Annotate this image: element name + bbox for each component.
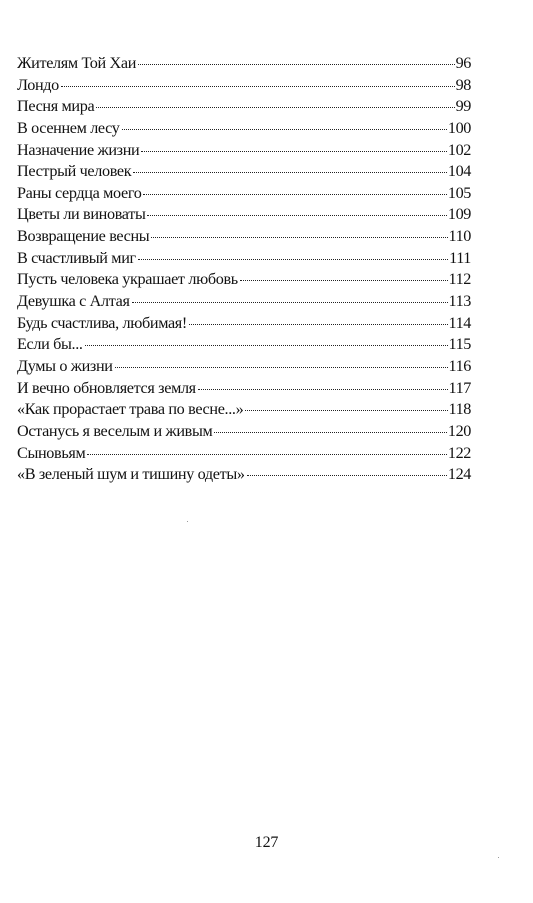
page-number: 127 (254, 834, 279, 851)
table-of-contents (17, 53, 471, 486)
toc-dot-leader (87, 454, 447, 455)
toc-entry-page: 124 (447, 465, 471, 484)
toc-dot-leader (61, 86, 455, 87)
toc-dot-leader (214, 432, 447, 433)
toc-entry-page: 112 (448, 270, 471, 289)
toc-entry (17, 226, 471, 248)
toc-entry-page: 105 (447, 183, 471, 202)
toc-dot-leader (133, 172, 447, 173)
toc-entry-page: 118 (448, 400, 471, 419)
toc-dot-leader (240, 280, 448, 281)
toc-entry-page: 113 (448, 292, 471, 311)
toc-entry-title: Если бы... (17, 335, 83, 354)
toc-entry-title: Останусь я веселым и живым (17, 421, 213, 440)
paper-speck (187, 521, 188, 522)
toc-entry (17, 53, 471, 75)
toc-entry-title: «В зеленый шум и тишину одеты» (17, 465, 245, 484)
toc-entry-title: «Как прорастает трава по весне...» (17, 400, 244, 419)
toc-entry (17, 140, 471, 162)
toc-entry-page: 100 (447, 118, 471, 137)
toc-entry (17, 443, 471, 465)
toc-entry (17, 248, 471, 270)
toc-entry-page: 96 (455, 54, 471, 72)
toc-entry-title: В счастливый миг (17, 248, 136, 267)
toc-entry (17, 75, 471, 97)
toc-entry (17, 269, 471, 291)
toc-entry-title: Сыновьям (17, 443, 86, 462)
toc-dot-leader (245, 410, 447, 411)
toc-entry (17, 161, 471, 183)
paper-speck (498, 857, 499, 858)
toc-entry-page: 114 (448, 313, 471, 332)
toc-dot-leader (151, 237, 447, 238)
toc-dot-leader (138, 64, 455, 65)
toc-entry-page: 104 (447, 162, 471, 181)
toc-dot-leader (189, 324, 448, 325)
toc-entry-page: 122 (447, 443, 471, 462)
toc-entry-page: 116 (448, 356, 471, 375)
toc-dot-leader (138, 259, 448, 260)
toc-dot-leader (198, 389, 448, 390)
toc-dot-leader (115, 367, 448, 368)
toc-dot-leader (147, 215, 446, 216)
toc-entry-title: Жителям Той Хаи (17, 54, 137, 72)
toc-entry (17, 313, 471, 335)
toc-entry (17, 356, 471, 378)
toc-entry-page: 120 (447, 421, 471, 440)
toc-entry-title: Цветы ли виноваты (17, 205, 146, 224)
toc-entry-title: И вечно обновляется земля (17, 378, 196, 397)
toc-dot-leader (96, 107, 454, 108)
toc-entry-title: Пестрый человек (17, 162, 132, 181)
toc-entry-title: Будь счастлива, любимая! (17, 313, 187, 332)
toc-entry-page: 115 (448, 335, 471, 354)
toc-entry-title: Песня мира (17, 97, 95, 116)
toc-entry-title: Пусть человека украшает любовь (17, 270, 238, 289)
toc-entry (17, 96, 471, 118)
toc-dot-leader (85, 345, 448, 346)
toc-entry (17, 291, 471, 313)
toc-entry-title: Раны сердца моего (17, 183, 142, 202)
toc-entry-page: 99 (455, 97, 471, 116)
toc-entry-title: Думы о жизни (17, 356, 113, 375)
toc-entry (17, 421, 471, 443)
toc-entry-page: 117 (448, 378, 471, 397)
toc-entry-title: Назначение жизни (17, 140, 140, 159)
toc-entry (17, 464, 471, 486)
toc-dot-leader (122, 129, 447, 130)
toc-entry-title: Возвращение весны (17, 227, 150, 246)
toc-entry (17, 118, 471, 140)
toc-entry-page: 110 (448, 227, 471, 246)
toc-entry (17, 334, 471, 356)
toc-entry-page: 102 (447, 140, 471, 159)
toc-entry (17, 183, 471, 205)
toc-entry (17, 378, 471, 400)
toc-entry-title: Лондо (17, 75, 59, 94)
toc-entry-page: 111 (449, 248, 471, 267)
toc-dot-leader (141, 151, 447, 152)
toc-entry-page: 109 (447, 205, 471, 224)
toc-dot-leader (247, 475, 447, 476)
toc-dot-leader (143, 194, 446, 195)
toc-entry-title: Девушка с Алтая (17, 292, 130, 311)
toc-dot-leader (132, 302, 448, 303)
toc-entry-title: В осеннем лесу (17, 118, 120, 137)
toc-entry (17, 399, 471, 421)
toc-entry (17, 204, 471, 226)
toc-entry-page: 98 (455, 75, 471, 94)
